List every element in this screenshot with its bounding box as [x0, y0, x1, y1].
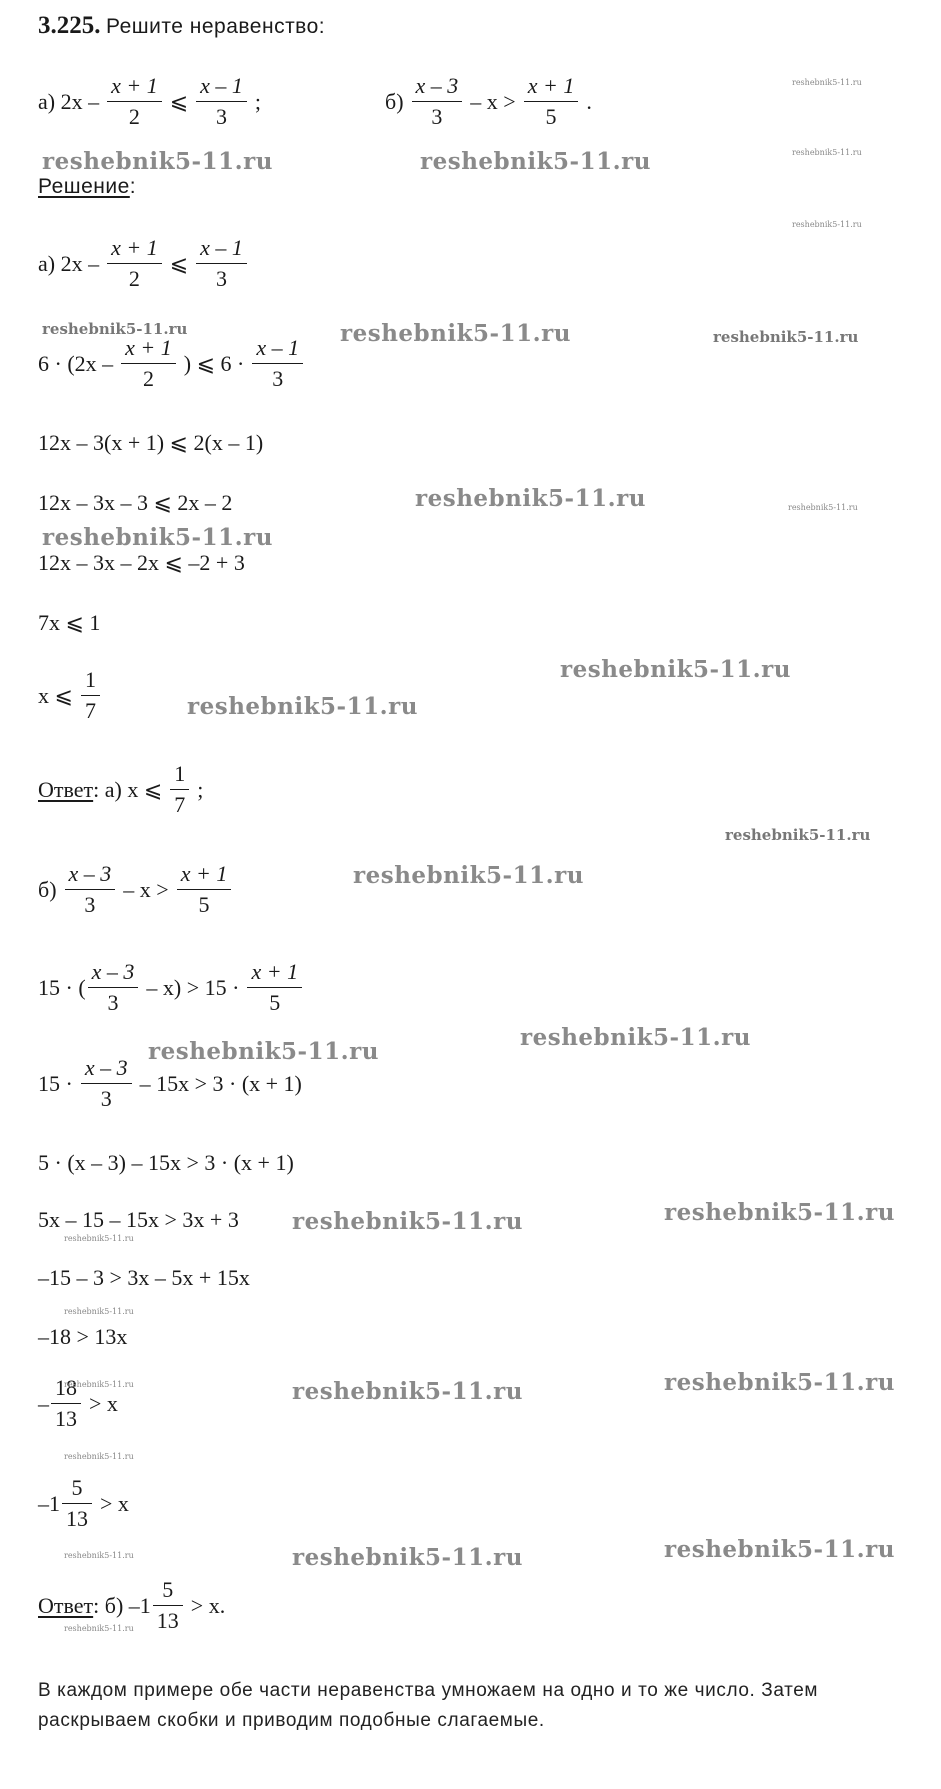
fraction: $\frac{x + 1}{2}$: [121, 336, 176, 391]
watermark: reshebnik5-11.ru: [292, 1208, 523, 1235]
fraction: $\frac{x - 3}{3}$: [81, 1056, 132, 1111]
step-b-6: –15 – 3 > 3x – 5x + 15x: [38, 1265, 250, 1290]
problem-header: [38, 12, 325, 40]
fraction: $\frac{x + 1}{5}$: [247, 960, 302, 1015]
fraction: $\frac{x + 1}{5}$: [524, 74, 579, 129]
watermark: reshebnik5-11.ru: [187, 693, 418, 720]
problem-a: а) 2x – $\frac{x + 1}{2}$ ⩽ $\frac{x - 1}{3}$ ;: [38, 73, 262, 130]
step-b-9: –1 $\frac{5}{13}$ > x: [38, 1475, 129, 1532]
fraction: $\frac{x - 1}{3}$: [252, 336, 303, 391]
fraction: $\frac{x + 1}{2}$: [107, 74, 162, 129]
watermark: reshebnik5-11.ru: [713, 328, 859, 346]
watermark: reshebnik5-11.ru: [792, 78, 862, 87]
watermark: reshebnik5-11.ru: [792, 220, 862, 229]
watermark: reshebnik5-11.ru: [788, 503, 858, 512]
watermark: reshebnik5-11.ru: [415, 485, 646, 512]
fraction: $\frac{x - 1}{3}$: [196, 74, 247, 129]
explanation-note: В каждом примере обе части неравенства умножаем на одно и то же число. Затем раскрываем скобки и приводим подобные слагаемые.: [38, 1680, 819, 1731]
answer-b: Ответ : б) –1 $\frac{5}{13}$ > x.: [38, 1577, 226, 1634]
watermark: reshebnik5-11.ru: [520, 1024, 751, 1051]
fraction: $\frac{x + 1}{5}$: [177, 862, 232, 917]
step-b-3: 15 · $\frac{x - 3}{3}$ – 15x > 3 · (x + 1): [38, 1055, 302, 1112]
step-a-6: 7x ⩽ 1: [38, 610, 101, 635]
step-b-1: б) $\frac{x - 3}{3}$ – x > $\frac{x + 1}{5}$: [38, 862, 239, 917]
step-a-4: 12x – 3x – 3 ⩽ 2x – 2: [38, 490, 233, 515]
problem-b: б) $\frac{x - 3}{3}$ – x > $\frac{x + 1}{5}$ .: [385, 73, 592, 130]
watermark: reshebnik5-11.ru: [42, 524, 273, 551]
step-b-2: 15 · ( $\frac{x - 3}{3}$ – x) > 15 · $\frac{x + 1}{5}$: [38, 960, 310, 1015]
fraction: $\frac{18}{13}$: [51, 1376, 81, 1431]
fraction: $\frac{1}{7}$: [81, 668, 100, 723]
watermark: reshebnik5-11.ru: [42, 320, 188, 338]
step-b-5: 5x – 15 – 15x > 3x + 3: [38, 1207, 239, 1232]
step-a-7: x ⩽ $\frac{1}{7}$: [38, 668, 108, 723]
watermark: reshebnik5-11.ru: [64, 1551, 134, 1560]
watermark: reshebnik5-11.ru: [792, 148, 862, 157]
fraction: $\frac{x - 1}{3}$: [196, 236, 247, 291]
watermark: reshebnik5-11.ru: [64, 1624, 134, 1633]
solution-heading: Решение:: [38, 175, 137, 198]
watermark: reshebnik5-11.ru: [148, 1038, 379, 1065]
watermark: reshebnik5-11.ru: [64, 1452, 134, 1461]
watermark: reshebnik5-11.ru: [725, 826, 871, 844]
fraction: $\frac{1}{7}$: [170, 762, 189, 817]
fraction: $\frac{x - 3}{3}$: [65, 862, 116, 917]
fraction: $\frac{5}{13}$: [153, 1578, 183, 1633]
watermark: reshebnik5-11.ru: [420, 148, 651, 175]
watermark: reshebnik5-11.ru: [664, 1369, 895, 1396]
step-a-2: 6 · (2x – $\frac{x + 1}{2}$ ) ⩽ 6 · $\frac{x - 1}{3}$: [38, 336, 311, 391]
watermark: reshebnik5-11.ru: [292, 1544, 523, 1571]
watermark: reshebnik5-11.ru: [664, 1536, 895, 1563]
fraction: $\frac{x - 3}{3}$: [412, 74, 463, 129]
step-a-3: 12x – 3(x + 1) ⩽ 2(x – 1): [38, 430, 264, 455]
step-a-1: а) 2x – $\frac{x + 1}{2}$ ⩽ $\frac{x - 1}{3}$: [38, 236, 255, 291]
step-b-4: 5 · (x – 3) – 15x > 3 · (x + 1): [38, 1150, 294, 1175]
watermark: reshebnik5-11.ru: [64, 1380, 134, 1389]
watermark: reshebnik5-11.ru: [664, 1199, 895, 1226]
answer-a: Ответ : а) x ⩽ $\frac{1}{7}$ ;: [38, 761, 204, 818]
fraction: $\frac{x + 1}{2}$: [107, 236, 162, 291]
step-a-5: 12x – 3x – 2x ⩽ –2 + 3: [38, 550, 245, 575]
fraction: $\frac{x - 3}{3}$: [88, 960, 139, 1015]
watermark: reshebnik5-11.ru: [292, 1378, 523, 1405]
watermark: reshebnik5-11.ru: [560, 656, 791, 683]
watermark: reshebnik5-11.ru: [64, 1307, 134, 1316]
watermark: reshebnik5-11.ru: [340, 320, 571, 347]
watermark: reshebnik5-11.ru: [42, 148, 273, 175]
step-b-7: –18 > 13x: [38, 1324, 128, 1349]
problem-title: Решите неравенство:: [106, 15, 326, 38]
watermark: reshebnik5-11.ru: [353, 862, 584, 889]
problem-number: 3.225.: [38, 12, 101, 39]
step-b-8: – $\frac{18}{13}$ > x: [38, 1375, 118, 1432]
fraction: $\frac{5}{13}$: [62, 1476, 92, 1531]
watermark: reshebnik5-11.ru: [64, 1234, 134, 1243]
